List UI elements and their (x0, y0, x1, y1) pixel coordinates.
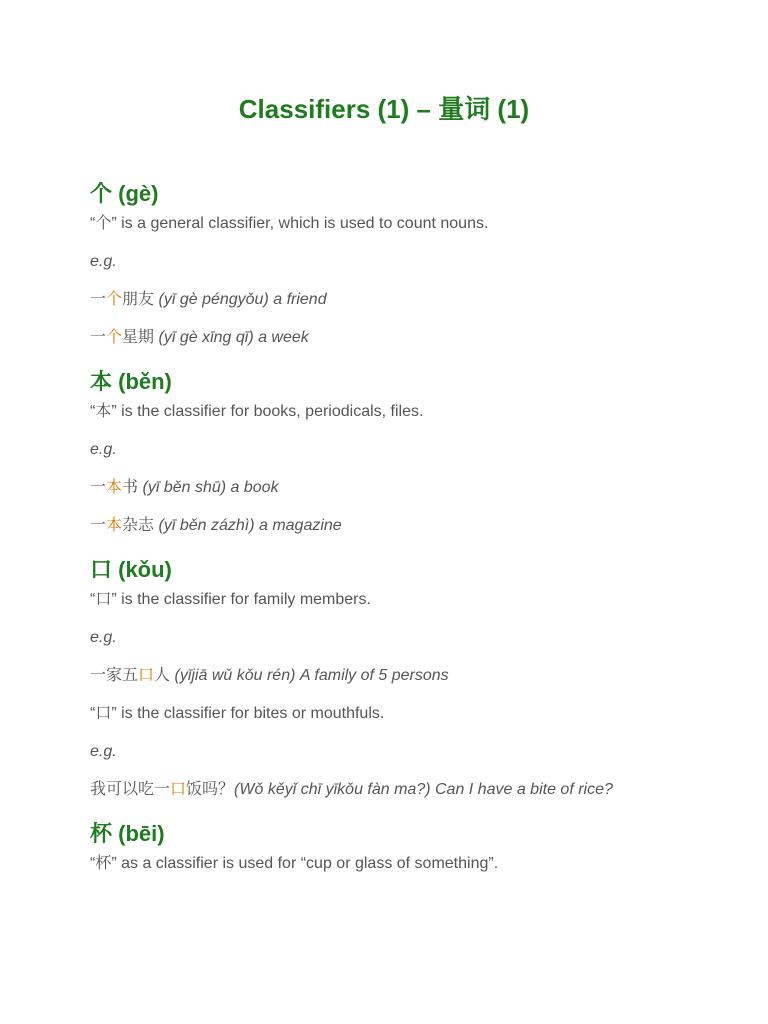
example-chinese-pre: 一 (90, 291, 107, 308)
section-desc-kou: “口” is the classifier for family members. (90, 591, 371, 608)
example-item (90, 328, 710, 366)
example-translation: (Wǒ kěyǐ chī yīkǒu fàn ma?) Can I have a bite of rice? (234, 781, 613, 798)
example-chinese-post: 朋友 (122, 291, 155, 308)
example-item (90, 478, 710, 516)
section-heading-ge: 个 (gè) (90, 181, 159, 206)
example-chinese-pre: 一 (90, 329, 107, 346)
example-classifier-highlight: 个 (106, 291, 123, 308)
page-title: Classifiers (1) – 量词 (1) (238, 94, 530, 124)
example-chinese-pre: 一家五 (90, 667, 139, 684)
example-item (90, 666, 710, 704)
example-translation: (yī gè péngyǒu) a friend (154, 291, 327, 308)
example-chinese-post: 杂志 (122, 517, 155, 534)
section-heading-kou: 口 (kǒu) (90, 557, 172, 582)
section-desc-ge: “个” is a general classifier, which is used to count nouns. (90, 215, 489, 232)
example-item (90, 516, 710, 554)
section-desc-kou-2: “口” is the classifier for bites or mouthfuls. (90, 705, 385, 722)
eg-label: e.g. (90, 629, 117, 646)
example-chinese-pre: 我可以吃一 (90, 781, 171, 798)
eg-label: e.g. (90, 743, 117, 760)
document-body (90, 178, 710, 892)
example-item (90, 780, 710, 818)
example-classifier-highlight: 口 (170, 781, 187, 798)
section-heading-ben: 本 (běn) (90, 369, 172, 394)
example-chinese-post: 饭吗？ (186, 781, 235, 798)
section-desc-ben: “本” is the classifier for books, periodicals, files. (90, 403, 424, 420)
example-classifier-highlight: 个 (106, 329, 123, 346)
example-translation: (yī gè xīng qī) a week (154, 329, 309, 346)
example-chinese-post: 人 (154, 667, 171, 684)
example-translation: (yī běn zázhì) a magazine (154, 517, 342, 534)
example-translation: (yī běn shū) a book (138, 479, 279, 496)
section-desc-bei: “杯” as a classifier is used for “cup or glass of something”. (90, 855, 499, 872)
example-chinese-post: 星期 (122, 329, 155, 346)
eg-label: e.g. (90, 441, 117, 458)
example-classifier-highlight: 本 (106, 479, 123, 496)
example-chinese-post: 书 (122, 479, 139, 496)
section-heading-bei: 杯 (bēi) (90, 821, 165, 846)
example-item (90, 290, 710, 328)
example-chinese-pre: 一 (90, 479, 107, 496)
example-translation: (yījiā wǔ kǒu rén) A family of 5 persons (170, 667, 449, 684)
example-chinese-pre: 一 (90, 517, 107, 534)
eg-label: e.g. (90, 253, 117, 270)
example-classifier-highlight: 本 (106, 517, 123, 534)
example-classifier-highlight: 口 (138, 667, 155, 684)
